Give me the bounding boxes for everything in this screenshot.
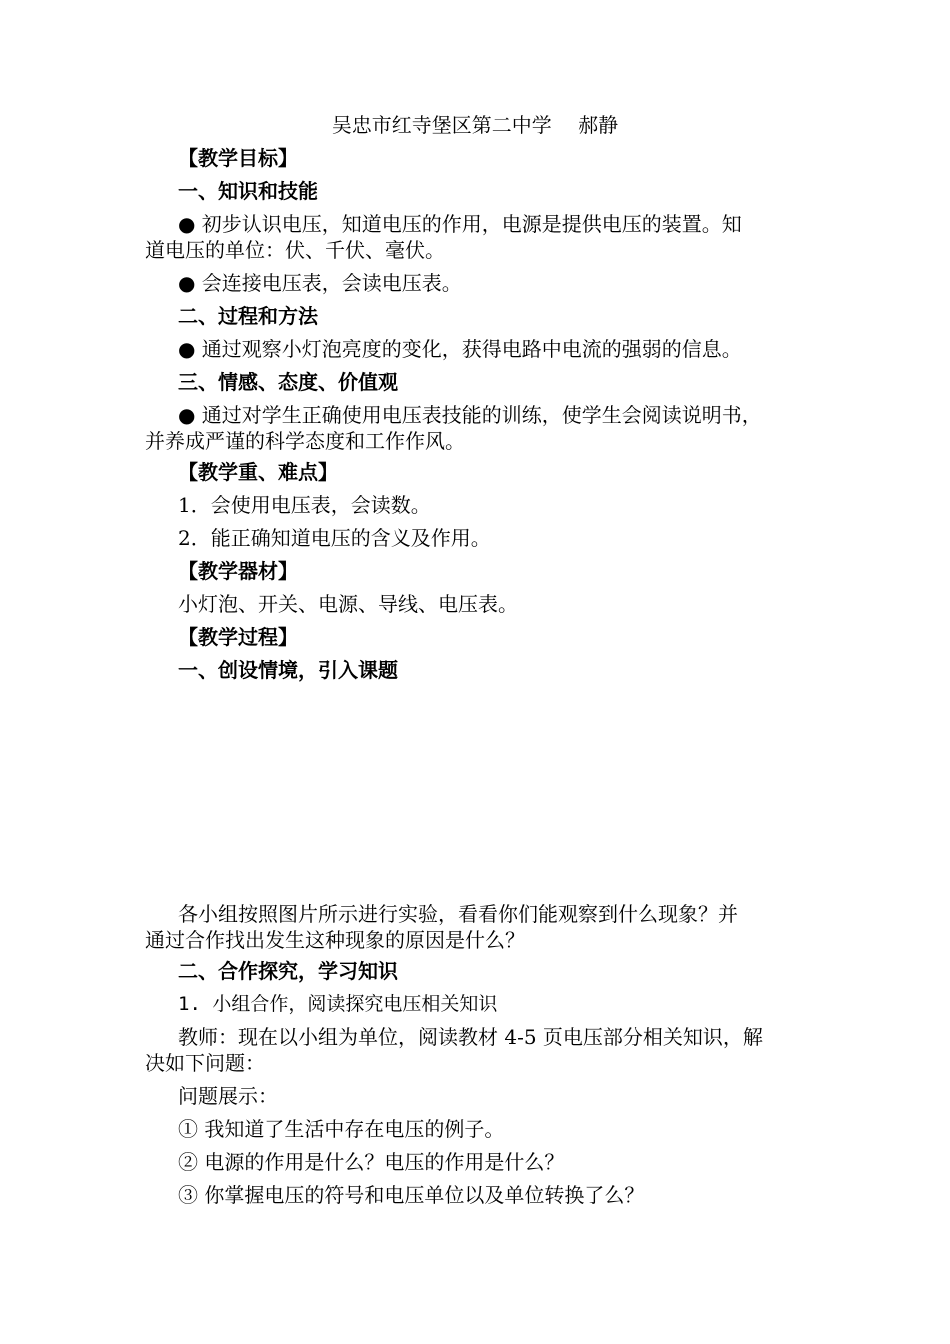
teacher-text-line-1: 教师：现在以小组为单位，阅读教材 4-5 页电压部分相关知识，解 — [178, 1025, 763, 1049]
process-method-heading: 二、过程和方法 — [178, 304, 318, 328]
knowledge-item-1-line-2: 道电压的单位：伏、千伏、毫伏。 — [145, 238, 445, 262]
process-item-1: ● 通过观察小灯泡亮度的变化，获得电路中电流的强弱的信息。 — [178, 337, 742, 361]
school-author-line: 吴忠市红寺堡区第二中学 郝静 — [331, 113, 619, 137]
question-2: ② 电源的作用是什么？电压的作用是什么？ — [178, 1150, 565, 1174]
image-placeholder-area — [145, 690, 820, 895]
teaching-goals-heading: 【教学目标】 — [178, 146, 298, 170]
step-2-sub-1: 1. 小组合作，阅读探究电压相关知识 — [178, 993, 498, 1015]
step-2-heading: 二、合作探究，学习知识 — [178, 959, 398, 983]
teacher-text-line-2: 决如下问题： — [145, 1051, 265, 1075]
materials-text: 小灯泡、开关、电源、导线、电压表。 — [178, 592, 518, 616]
knowledge-item-1-line-1: ● 初步认识电压，知道电压的作用，电源是提供电压的装置。知 — [178, 212, 742, 236]
question-3: ③ 你掌握电压的符号和电压单位以及单位转换了么？ — [178, 1183, 645, 1207]
step-1-heading: 一、创设情境，引入课题 — [178, 658, 398, 682]
materials-heading: 【教学器材】 — [178, 559, 298, 583]
key-point-1: 1．会使用电压表，会读数。 — [178, 493, 431, 517]
knowledge-skills-heading: 一、知识和技能 — [178, 179, 318, 203]
questions-label: 问题展示： — [178, 1084, 278, 1108]
emotion-item-1-line-1: ● 通过对学生正确使用电压表技能的训练，使学生会阅读说明书， — [178, 403, 762, 427]
emotion-item-1-line-2: 并养成严谨的科学态度和工作作风。 — [145, 429, 465, 453]
key-point-2: 2．能正确知道电压的含义及作用。 — [178, 526, 491, 550]
question-1: ① 我知道了生活中存在电压的例子。 — [178, 1117, 505, 1141]
knowledge-item-2: ● 会连接电压表，会读电压表。 — [178, 271, 462, 295]
step-1-paragraph-line-2: 通过合作找出发生这种现象的原因是什么？ — [145, 928, 525, 952]
key-points-heading: 【教学重、难点】 — [178, 460, 338, 484]
teaching-process-heading: 【教学过程】 — [178, 625, 298, 649]
emotion-attitude-heading: 三、情感、态度、价值观 — [178, 370, 398, 394]
step-1-paragraph-line-1: 各小组按照图片所示进行实验，看看你们能观察到什么现象？并 — [178, 902, 738, 926]
